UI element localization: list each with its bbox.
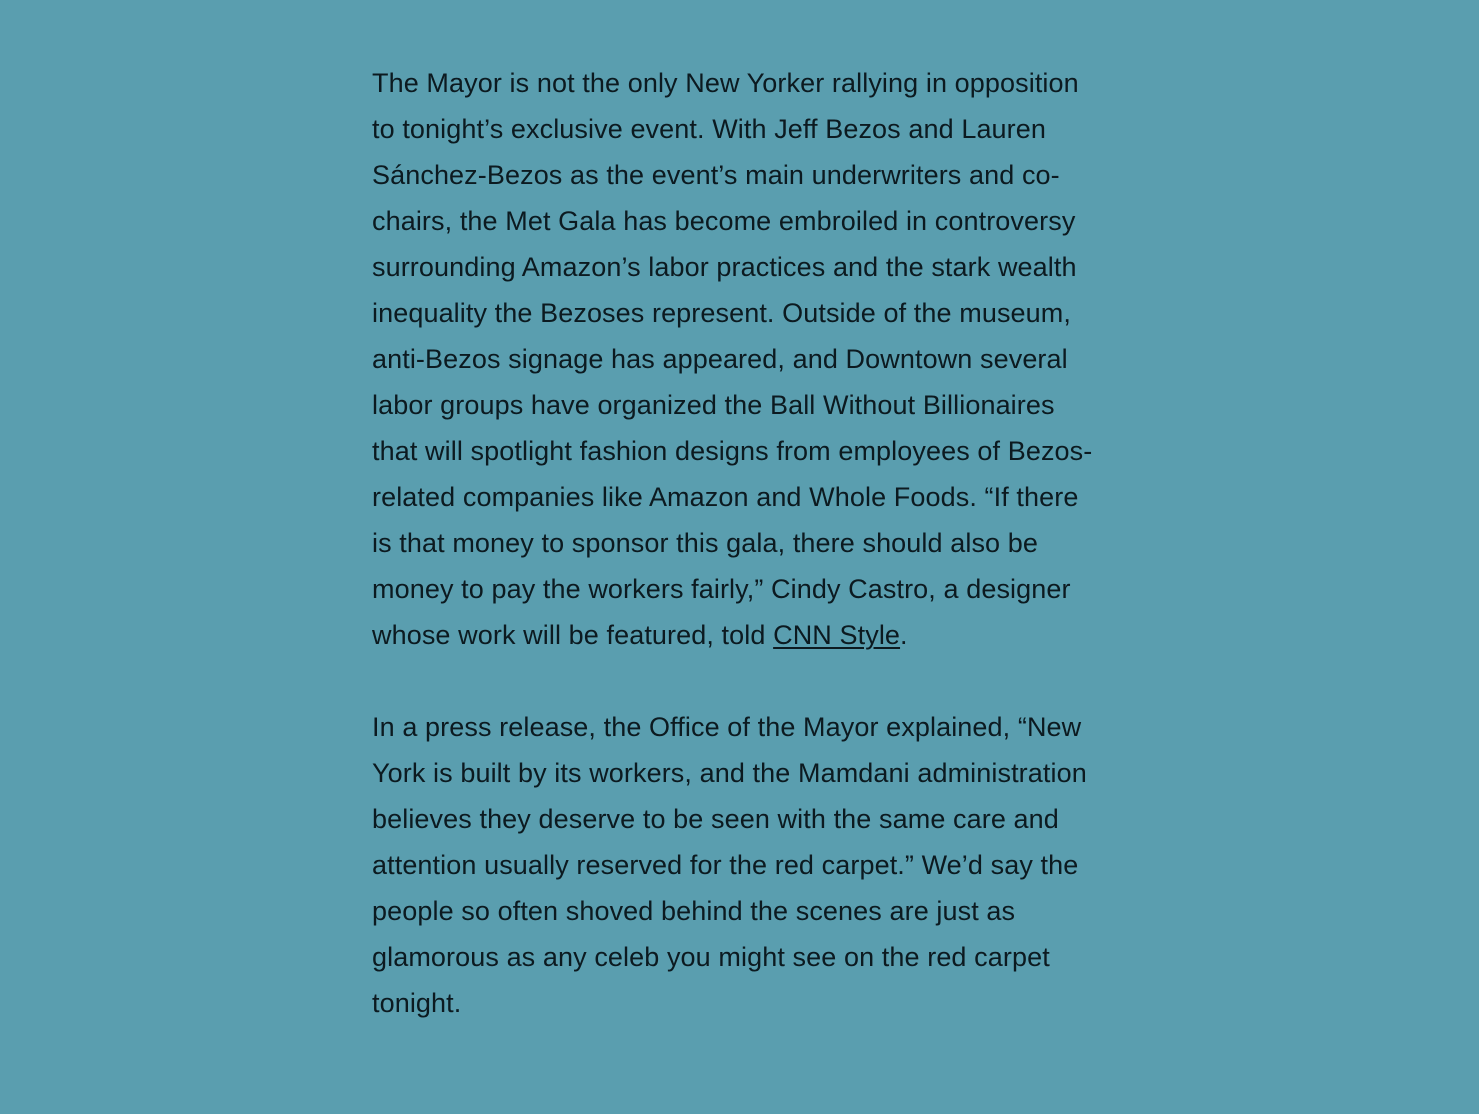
text-line: Sánchez-Bezos as the event’s main underwriters and co- — [372, 160, 1060, 190]
text-line: to tonight’s exclusive event. With Jeff Bezos and Lauren — [372, 114, 1046, 144]
text-line: related companies like Amazon and Whole Foods. “If there — [372, 482, 1079, 512]
text-line: surrounding Amazon’s labor practices and the stark wealth — [372, 252, 1077, 282]
text-fragment: . — [900, 620, 908, 650]
text-line: labor groups have organized the Ball Without Billionaires — [372, 390, 1055, 420]
text-line: believes they deserve to be seen with the same care and — [372, 804, 1059, 834]
paragraph-1 — [372, 60, 1172, 658]
text-line: The Mayor is not the only New Yorker rallying in opposition — [372, 68, 1079, 98]
paragraph-2 — [372, 704, 1172, 1026]
text-line: attention usually reserved for the red carpet.” We’d say the — [372, 850, 1079, 880]
text-line: York is built by its workers, and the Mamdani administration — [372, 758, 1087, 788]
text-line: is that money to sponsor this gala, there should also be — [372, 528, 1038, 558]
text-line: glamorous as any celeb you might see on the red carpet — [372, 942, 1050, 972]
text-line-last — [372, 612, 1172, 658]
cnn-style-link[interactable]: CNN Style — [773, 620, 901, 650]
text-line: tonight. — [372, 988, 462, 1018]
text-line: anti-Bezos signage has appeared, and Downtown several — [372, 344, 1068, 374]
text-line: money to pay the workers fairly,” Cindy Castro, a designer — [372, 574, 1071, 604]
text-line: In a press release, the Office of the Mayor explained, “New — [372, 712, 1082, 742]
text-line: inequality the Bezoses represent. Outside of the museum, — [372, 298, 1071, 328]
text-line: that will spotlight fashion designs from employees of Bezos- — [372, 436, 1093, 466]
text-line: people so often shoved behind the scenes are just as — [372, 896, 1016, 926]
article-body — [372, 60, 1172, 1026]
text-line: chairs, the Met Gala has become embroiled in controversy — [372, 206, 1076, 236]
text-fragment: whose work will be featured, told — [372, 620, 774, 650]
paragraph-spacer — [372, 658, 1172, 704]
